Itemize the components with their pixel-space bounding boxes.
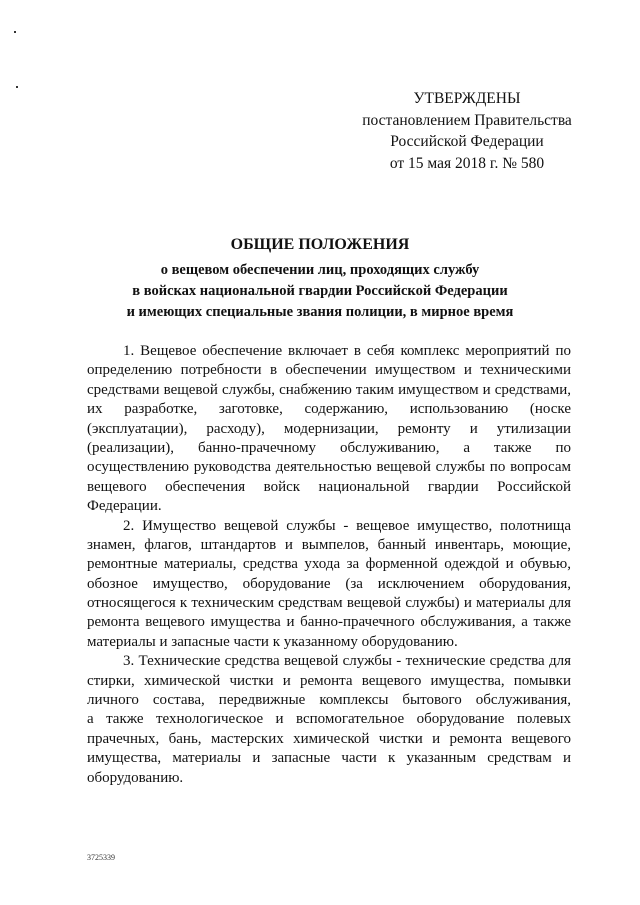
approval-heading: УТВЕРЖДЕНЫ (413, 90, 521, 107)
text-line: имущества, материалы и запасные части к указанным средствам и (87, 750, 571, 767)
subtitle-line: и имеющих специальные звания полиции, в мирное время (126, 304, 514, 320)
document-code: 3725339 (87, 853, 115, 862)
text-line: стирки, химической чистки и ремонта вещевого имущества, помывки (87, 672, 571, 689)
text-line: ремонтные материалы, средства ухода за форменной одеждой и обувью, (87, 556, 571, 573)
text-line: относящегося к техническим средствам вещевой службы) и материалы для (87, 595, 571, 612)
text-line: (реализации), банно-прачечному обслуживанию, а также по (87, 439, 571, 456)
text-line: знамен, флагов, штандартов и вымпелов, банный инвентарь, моющие, (87, 536, 571, 553)
text-line: осуществлению руководства деятельностью вещевой службы по вопросам (87, 459, 571, 476)
text-line: (эксплуатации), расходу), модернизации, ремонту и утилизации (87, 420, 571, 437)
text-line: оборудованию. (87, 769, 184, 786)
document-subtitle (60, 260, 580, 323)
text-line: а также технологическое и вспомогательное оборудование полевых (87, 711, 571, 728)
text-line: 2. Имущество вещевой службы - вещевое имущество, полотнища (123, 517, 571, 534)
text-line: прачечных, бань, мастерских химической чистки и ремонта вещевого (87, 730, 571, 747)
paragraph-1 (87, 342, 571, 517)
paragraph-2 (87, 517, 571, 653)
text-line: вещевого обеспечения войск национальной гвардии Российской (87, 478, 571, 495)
paragraph-3 (87, 652, 571, 788)
scan-speck (16, 86, 18, 88)
text-line: Федерации. (87, 498, 162, 515)
approval-line: Российской Федерации (390, 133, 544, 150)
approval-date-number: от 15 мая 2018 г. № 580 (389, 154, 545, 172)
subtitle-line: в войсках национальной гвардии Российской Федерации (132, 283, 508, 299)
text-line: обозное имущество, оборудование (за исключением оборудования, (87, 575, 571, 592)
text-line: 3. Технические средства вещевой службы - технические средства для (123, 653, 571, 670)
text-line: личного состава, передвижные комплексы бытового обслуживания, (87, 692, 571, 709)
document-title: ОБЩИЕ ПОЛОЖЕНИЯ (230, 236, 410, 253)
text-line: ремонта вещевого имущества и банно-прачечного обслуживания, а также (87, 614, 571, 631)
approval-block (330, 88, 604, 174)
text-line: определению потребности в обеспечении имуществом и техническими (87, 362, 571, 379)
approval-line: постановлением Правительства (362, 111, 572, 129)
text-line: средствами вещевой службы, снабжению таким имуществом и средствами, (87, 381, 571, 398)
text-line: их разработке, заготовке, содержанию, использованию (носке (87, 401, 571, 418)
document-body (87, 342, 571, 788)
text-line: 1. Вещевое обеспечение включает в себя комплекс мероприятий по (123, 343, 571, 359)
scan-speck (14, 31, 16, 33)
text-line: материалы и запасные части к указанному оборудованию. (87, 633, 458, 650)
subtitle-line: о вещевом обеспечении лиц, проходящих службу (160, 262, 480, 278)
